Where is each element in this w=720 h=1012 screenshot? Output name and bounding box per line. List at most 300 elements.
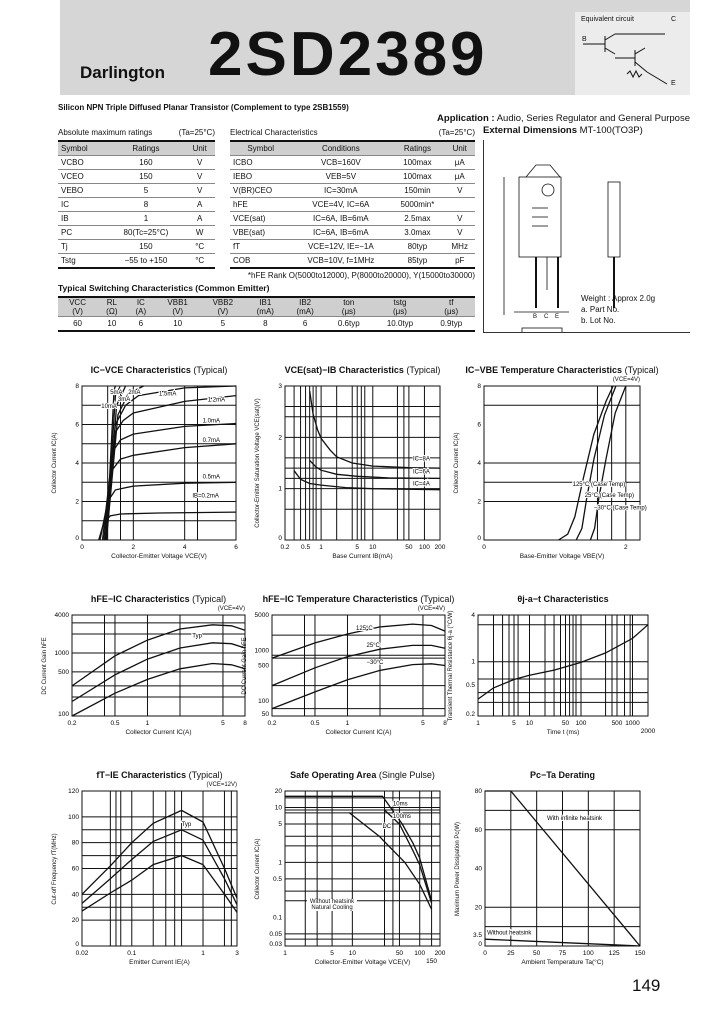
y-axis-label: Collector Current IC(A) bbox=[255, 837, 261, 900]
x-tick-label: 5 bbox=[355, 544, 360, 551]
y-tick-label: 5000 bbox=[254, 612, 269, 619]
y-tick-label: 0 bbox=[478, 941, 482, 948]
table-cell: 100max bbox=[390, 156, 444, 170]
y-tick-label: 4 bbox=[471, 612, 475, 619]
table-cell: 8 bbox=[107, 198, 184, 212]
table-row bbox=[230, 226, 475, 240]
x-tick-label: 1 bbox=[201, 950, 205, 957]
y-tick-label: 60 bbox=[474, 826, 482, 834]
dimension-notes bbox=[581, 293, 655, 326]
y-tick-label: 40 bbox=[474, 865, 482, 873]
x-tick-label: 150 bbox=[426, 958, 438, 965]
y-tick-label: 100 bbox=[68, 813, 79, 821]
y-axis-label: Transient Thermal Resistance θj-a (°C/W) bbox=[448, 609, 454, 722]
table-cell: IC=6A, IB=6mA bbox=[291, 212, 390, 226]
series-label: 25°C bbox=[366, 643, 380, 650]
col-header: Unit bbox=[444, 141, 475, 156]
table-cell: 100max bbox=[390, 170, 444, 184]
table-cell: pF bbox=[444, 254, 475, 269]
series-name: Darlington bbox=[80, 63, 165, 82]
chart-title-main: VCE(sat)−IB Characteristics bbox=[284, 365, 404, 375]
x-tick-label: 10 bbox=[348, 950, 356, 957]
x-tick-label: 10 bbox=[525, 720, 534, 727]
x-tick-label: 8 bbox=[243, 720, 247, 727]
abs-max-heading bbox=[58, 128, 215, 137]
table-cell: °C bbox=[184, 240, 215, 254]
col-header bbox=[245, 297, 285, 317]
series-label: IB=0.2mA bbox=[192, 493, 219, 500]
y-tick-label: 50 bbox=[261, 711, 269, 718]
y-tick-label: 2 bbox=[278, 434, 282, 442]
series-label: Typ bbox=[181, 821, 192, 828]
table-cell: V bbox=[184, 156, 215, 170]
chart-note: (VCE=12V) bbox=[206, 782, 237, 788]
table-row bbox=[230, 170, 475, 184]
table-row bbox=[58, 156, 215, 170]
col-header bbox=[325, 297, 372, 317]
table-cell: A bbox=[184, 212, 215, 226]
x-tick-label: 200 bbox=[434, 544, 446, 551]
y-axis-label: Maximum Power Dissipation Pc(W) bbox=[455, 821, 461, 916]
chart-title bbox=[42, 594, 275, 604]
table-cell: PC bbox=[58, 226, 107, 240]
circuit-title: Equivalent circuit bbox=[581, 16, 634, 23]
abs-max-title: Absolute maximum ratings bbox=[58, 128, 153, 137]
col-header: Ratings bbox=[390, 141, 444, 156]
series-label: Typ bbox=[192, 633, 202, 640]
y-tick-label: 20 bbox=[474, 904, 482, 912]
col-header: Symbol bbox=[58, 141, 107, 156]
table-cell: VCE=12V, IE=−1A bbox=[291, 240, 390, 254]
table-cell: 10 bbox=[97, 317, 127, 332]
chart-title-sub: (Typical) bbox=[624, 365, 659, 375]
chart-title bbox=[448, 594, 678, 604]
header-unit: (Ω) bbox=[106, 307, 118, 316]
series-label: Without heatsink bbox=[487, 930, 532, 937]
x-tick-label: 10 bbox=[369, 544, 377, 551]
x-tick-label: 5 bbox=[421, 720, 425, 727]
x-tick-label: 1 bbox=[145, 720, 150, 727]
y-tick-label: 1000 bbox=[54, 649, 69, 657]
table-cell: 6 bbox=[285, 317, 325, 332]
table-cell: 5 bbox=[107, 184, 184, 198]
table-cell: V(BR)CEO bbox=[230, 184, 291, 198]
plot-area bbox=[254, 612, 447, 727]
table-cell: 150min bbox=[390, 184, 444, 198]
y-tick-label: 1 bbox=[278, 485, 282, 493]
table-cell: VCE=4V, IC=6A bbox=[291, 198, 390, 212]
header-symbol: RL bbox=[106, 298, 117, 307]
chart-title-sub: (Single Pulse) bbox=[378, 770, 435, 780]
x-tick-label: 2 bbox=[624, 544, 628, 551]
header-symbol: IB1 bbox=[259, 298, 272, 307]
header-symbol: VBB1 bbox=[167, 298, 188, 307]
series-label: 125°C (Case Temp) bbox=[572, 482, 626, 489]
chart-annotation: Without heatsink Natural Cooling bbox=[307, 899, 357, 911]
x-tick-label: 0.5 bbox=[310, 720, 320, 727]
x-tick-label: 1000 bbox=[625, 720, 640, 727]
table-cell: VCE(sat) bbox=[230, 212, 291, 226]
header-unit: (V) bbox=[217, 307, 229, 316]
series-label: 1.2mA bbox=[207, 397, 226, 404]
chart-title bbox=[454, 365, 670, 375]
header-unit: (V) bbox=[72, 307, 83, 316]
series-label: IC=8A bbox=[412, 456, 430, 463]
series-label: 1.0mA bbox=[202, 418, 220, 425]
table-cell: −55 to +150 bbox=[107, 254, 184, 269]
header-unit: (V) bbox=[172, 307, 183, 316]
chart-title-main: hFE−IC Temperature Characteristics bbox=[262, 594, 418, 604]
y-axis-label: DC Current Gain hFE bbox=[242, 636, 248, 695]
table-cell: Tj bbox=[58, 240, 107, 254]
x-tick-label: 50 bbox=[405, 544, 413, 551]
x-tick-label: 0 bbox=[483, 950, 487, 957]
series-line-1-2ma bbox=[105, 396, 236, 540]
table-row bbox=[58, 254, 215, 269]
table-cell: IC=30mA bbox=[291, 184, 390, 198]
application bbox=[437, 113, 690, 124]
plot-area bbox=[68, 788, 239, 957]
pin-e: E bbox=[671, 80, 676, 87]
y-tick-label: 6 bbox=[75, 421, 79, 429]
chart-note: (VCE=4V) bbox=[217, 606, 245, 612]
table-cell: IC bbox=[58, 198, 107, 212]
y-tick-label: 5 bbox=[278, 821, 282, 829]
table-cell: IEBO bbox=[230, 170, 291, 184]
x-axis-label: Base Current IB(mA) bbox=[332, 553, 393, 560]
table-row bbox=[58, 184, 215, 198]
pin-label-e: E bbox=[555, 314, 560, 320]
chart-title-main: IC−VCE Characteristics bbox=[90, 365, 191, 375]
y-tick-label: 0.5 bbox=[272, 875, 282, 883]
table-cell: VCB=160V bbox=[291, 156, 390, 170]
x-tick-label: 150 bbox=[634, 950, 646, 957]
x-tick-label: 0.02 bbox=[75, 950, 89, 957]
chart-title-sub: (Typical) bbox=[188, 770, 223, 780]
table-cell: IC=6A, IB=6mA bbox=[291, 226, 390, 240]
series-label: 10mA bbox=[101, 404, 117, 410]
y-axis-label: Collector Current IC(A) bbox=[454, 432, 460, 494]
col-header bbox=[372, 297, 427, 317]
series-label: −30°C bbox=[366, 659, 384, 666]
col-header: Unit bbox=[184, 141, 215, 156]
x-tick-label: 0.5 bbox=[301, 544, 311, 551]
dimensions-heading bbox=[483, 125, 643, 136]
series-label: IC=4A bbox=[412, 481, 430, 488]
table-row bbox=[58, 240, 215, 254]
x-tick-label: 2 bbox=[131, 544, 136, 551]
table-cell: VBE(sat) bbox=[230, 226, 291, 240]
table-row bbox=[230, 240, 475, 254]
note-part-no: a. Part No. bbox=[581, 305, 620, 314]
table-cell: μA bbox=[444, 170, 475, 184]
series-line--30-c bbox=[272, 664, 445, 709]
plot-area bbox=[75, 383, 238, 551]
table-row bbox=[58, 198, 215, 212]
x-tick-label: 0.2 bbox=[267, 720, 277, 727]
table-cell: 10.0typ bbox=[372, 317, 427, 332]
series-label: 25°C (Case Temp) bbox=[584, 492, 635, 499]
dimensions-box bbox=[483, 140, 690, 333]
chart-ic-vce bbox=[52, 365, 238, 560]
table-cell: VEBO bbox=[58, 184, 107, 198]
x-tick-label: 75 bbox=[558, 950, 567, 957]
table-row bbox=[58, 226, 215, 240]
x-tick-label: 25 bbox=[507, 950, 515, 957]
series-line-min bbox=[72, 664, 245, 717]
header-unit: (A) bbox=[135, 307, 147, 316]
plot-area bbox=[477, 383, 647, 551]
y-tick-label: 0.05 bbox=[269, 930, 282, 938]
x-tick-label: 0.2 bbox=[280, 544, 290, 551]
chart-title-sub: (Typical) bbox=[193, 365, 228, 375]
y-axis-label: Collector-Emitter Saturation Voltage VCE(sat)(V) bbox=[255, 398, 261, 528]
header-unit: (mA) bbox=[296, 307, 314, 316]
chart-title-main: IC−VBE Temperature Characteristics bbox=[465, 365, 623, 375]
y-tick-label: 20 bbox=[274, 788, 282, 795]
table-cell: 6 bbox=[127, 317, 155, 332]
y-tick-label: 80 bbox=[71, 839, 79, 847]
series-label: −30°C (Case Temp) bbox=[593, 505, 647, 512]
plot-area bbox=[472, 788, 646, 957]
y-tick-label: 2 bbox=[477, 498, 481, 506]
table-cell: COB bbox=[230, 254, 291, 269]
elec-cond: (Ta=25°C) bbox=[438, 128, 475, 137]
table-cell: VEB=5V bbox=[291, 170, 390, 184]
x-axis-label: Collector Current IC(A) bbox=[325, 729, 392, 736]
y-tick-label: 0.2 bbox=[465, 711, 475, 718]
y-tick-label: 1 bbox=[278, 859, 282, 867]
y-tick-label: 6 bbox=[477, 421, 481, 429]
y-tick-label: 3 bbox=[278, 383, 282, 390]
chart-title bbox=[255, 770, 470, 780]
y-axis-label: Collector Current IC(A) bbox=[52, 432, 58, 494]
x-axis-label: Emitter Current IE(A) bbox=[129, 959, 190, 966]
part-number: 2SD2389 bbox=[208, 20, 488, 89]
header-symbol: VCC bbox=[69, 298, 86, 307]
x-tick-label: 100 bbox=[582, 950, 594, 957]
elec-heading bbox=[230, 128, 475, 137]
y-tick-label: 1000 bbox=[254, 647, 269, 655]
y-tick-label: 100 bbox=[258, 697, 269, 705]
pin-b: B bbox=[582, 36, 587, 43]
series-line-max bbox=[82, 810, 237, 898]
series-line-0-7ma bbox=[103, 444, 237, 540]
chart-ft-ie bbox=[52, 770, 239, 966]
table-row bbox=[58, 212, 215, 226]
x-axis-label: Base-Emitter Voltage VBE(V) bbox=[519, 553, 605, 560]
plot-frame bbox=[72, 615, 245, 716]
darlington-symbol-icon bbox=[575, 12, 690, 95]
series-line-25-c bbox=[272, 645, 445, 685]
switching-title: Typical Switching Characteristics (Common Emitter) bbox=[58, 283, 270, 293]
x-tick-label: 2000 bbox=[640, 728, 656, 735]
elec-table bbox=[230, 140, 475, 269]
y-tick-label: 0.5 bbox=[465, 682, 475, 690]
x-tick-label: 100 bbox=[575, 720, 587, 727]
y-tick-label: 4 bbox=[75, 460, 79, 467]
x-tick-label: 0 bbox=[482, 544, 486, 551]
y-tick-label: 0 bbox=[75, 535, 79, 542]
pin-label-c: C bbox=[544, 314, 549, 320]
x-tick-label: 1 bbox=[319, 544, 323, 551]
table-cell: 5 bbox=[200, 317, 245, 332]
table-row bbox=[230, 198, 475, 212]
col-header bbox=[200, 297, 245, 317]
x-tick-label: 4 bbox=[182, 544, 187, 551]
series-label: 2mA bbox=[128, 390, 141, 396]
page-number: 149 bbox=[632, 976, 661, 995]
y-tick-label: 1 bbox=[471, 658, 475, 666]
series-label: 0.5mA bbox=[202, 474, 220, 481]
table-row bbox=[58, 170, 215, 184]
x-tick-label: 5 bbox=[512, 720, 516, 727]
series-label: With infinite heatsink bbox=[547, 816, 603, 823]
x-tick-label: 50 bbox=[561, 720, 570, 727]
table-cell: VCBO bbox=[58, 156, 107, 170]
table-row bbox=[230, 212, 475, 226]
x-tick-label: 8 bbox=[443, 720, 447, 727]
col-header bbox=[155, 297, 200, 317]
plot-frame bbox=[285, 386, 440, 540]
plot-area bbox=[278, 383, 446, 551]
table-cell: W bbox=[184, 226, 215, 240]
chart-title bbox=[255, 365, 470, 375]
series-label: 125°C bbox=[356, 626, 373, 633]
pin-label-b: B bbox=[533, 314, 538, 320]
chart-hfe-ic bbox=[42, 594, 247, 736]
chart-ic-vbe-temp bbox=[454, 365, 659, 560]
table-row bbox=[230, 184, 475, 198]
table-cell: 85typ bbox=[390, 254, 444, 269]
y-tick-label: 0 bbox=[278, 535, 282, 542]
table-cell: Tstg bbox=[58, 254, 107, 269]
series-line-10ms bbox=[285, 796, 432, 901]
y-tick-label: 3.5 bbox=[472, 932, 482, 940]
table-cell: VCB=10V, f=1MHz bbox=[291, 254, 390, 269]
table-cell: 0.9typ bbox=[428, 317, 476, 332]
table-cell: V bbox=[184, 184, 215, 198]
y-tick-label: 0.03 bbox=[269, 941, 282, 948]
series-label: 0.7mA bbox=[202, 437, 220, 444]
chart-title-sub: (Typical) bbox=[406, 365, 441, 375]
x-axis-label: Collector-Emitter Voltage VCE(V) bbox=[111, 553, 207, 560]
table-cell: 150 bbox=[107, 240, 184, 254]
chart-note: (VCE=4V) bbox=[417, 606, 445, 612]
series-line-ib-0-2ma bbox=[99, 512, 236, 540]
table-cell: MHz bbox=[444, 240, 475, 254]
col-header: Symbol bbox=[230, 141, 291, 156]
series-label: 10ms bbox=[392, 801, 408, 808]
chart-title-main: Safe Operating Area bbox=[290, 770, 377, 780]
col-header bbox=[97, 297, 127, 317]
header-symbol: ton bbox=[343, 298, 355, 307]
package-name: MT-100(TO3P) bbox=[579, 125, 643, 136]
y-tick-label: 2 bbox=[75, 498, 79, 506]
table-cell: 60 bbox=[58, 317, 97, 332]
x-tick-label: 0.1 bbox=[127, 950, 137, 957]
x-tick-label: 1 bbox=[283, 950, 287, 957]
table-cell: 8 bbox=[245, 317, 285, 332]
chart-title bbox=[52, 770, 267, 780]
table-cell: ICBO bbox=[230, 156, 291, 170]
table-cell: 160 bbox=[107, 156, 184, 170]
chart-title-sub: (Typical) bbox=[192, 594, 227, 604]
y-tick-label: 8 bbox=[477, 383, 481, 390]
y-tick-label: 500 bbox=[258, 662, 269, 670]
table-cell: 0.6typ bbox=[325, 317, 372, 332]
header-symbol: VBB2 bbox=[212, 298, 234, 307]
table-cell: μA bbox=[444, 156, 475, 170]
application-text: Audio, Series Regulator and General Purpose bbox=[496, 113, 690, 124]
x-tick-label: 100 bbox=[419, 544, 430, 551]
x-axis-label: Time t (ms) bbox=[546, 729, 580, 736]
pin-c: C bbox=[671, 16, 677, 23]
plot-area bbox=[54, 612, 247, 727]
abs-max-table bbox=[58, 140, 215, 269]
y-tick-label: 4000 bbox=[54, 612, 69, 619]
y-tick-label: 120 bbox=[68, 788, 79, 795]
table-cell: VCEO bbox=[58, 170, 107, 184]
header-symbol: tf bbox=[449, 298, 454, 307]
series-label: IC=6A bbox=[412, 469, 430, 476]
x-axis-label: Ambient Temperature Ta(°C) bbox=[521, 959, 604, 966]
chart-title bbox=[455, 770, 670, 780]
table-cell: 80typ bbox=[390, 240, 444, 254]
y-tick-label: 4 bbox=[477, 460, 481, 467]
chart-title-main: hFE−IC Characteristics bbox=[90, 594, 190, 604]
series-label: 3mA bbox=[117, 397, 131, 403]
chart-title-main: fT−IE Characteristics bbox=[96, 770, 187, 780]
x-tick-label: 50 bbox=[533, 950, 541, 957]
table-cell: 10 bbox=[155, 317, 200, 332]
table-cell: 3.0max bbox=[390, 226, 444, 240]
table-cell: V bbox=[444, 226, 475, 240]
col-header bbox=[127, 297, 155, 317]
y-tick-label: 40 bbox=[71, 891, 79, 899]
equivalent-circuit bbox=[575, 12, 690, 95]
col-header bbox=[428, 297, 476, 317]
x-tick-label: 5 bbox=[330, 950, 334, 957]
x-tick-label: 1 bbox=[476, 720, 480, 727]
y-tick-label: 10 bbox=[274, 804, 282, 812]
header-symbol: tstg bbox=[393, 298, 407, 307]
x-tick-label: 500 bbox=[611, 720, 623, 727]
header-symbol: IC bbox=[136, 298, 145, 307]
header-symbol: IB2 bbox=[299, 298, 312, 307]
table-row bbox=[230, 156, 475, 170]
table-cell: hFE bbox=[230, 198, 291, 212]
x-tick-label: 1 bbox=[345, 720, 350, 727]
y-tick-label: 8 bbox=[75, 383, 79, 390]
series-line-typ bbox=[82, 830, 237, 905]
table-row bbox=[230, 254, 475, 269]
chart-pc-ta-derating bbox=[455, 770, 646, 966]
table-cell: V bbox=[444, 184, 475, 198]
header-unit: (mA) bbox=[256, 307, 274, 316]
plot-frame bbox=[478, 615, 648, 716]
col-header bbox=[285, 297, 325, 317]
x-axis-label: Collector Current IC(A) bbox=[125, 729, 192, 736]
table-cell: °C bbox=[184, 254, 215, 269]
x-axis-label: Collector-Emitter Voltage VCE(V) bbox=[314, 959, 411, 966]
col-header: Ratings bbox=[107, 141, 184, 156]
header-unit: (μs) bbox=[341, 307, 356, 316]
y-tick-label: 100 bbox=[58, 711, 69, 718]
x-tick-label: 0 bbox=[80, 544, 84, 551]
table-cell: 2.5max bbox=[390, 212, 444, 226]
table-cell: 150 bbox=[107, 170, 184, 184]
